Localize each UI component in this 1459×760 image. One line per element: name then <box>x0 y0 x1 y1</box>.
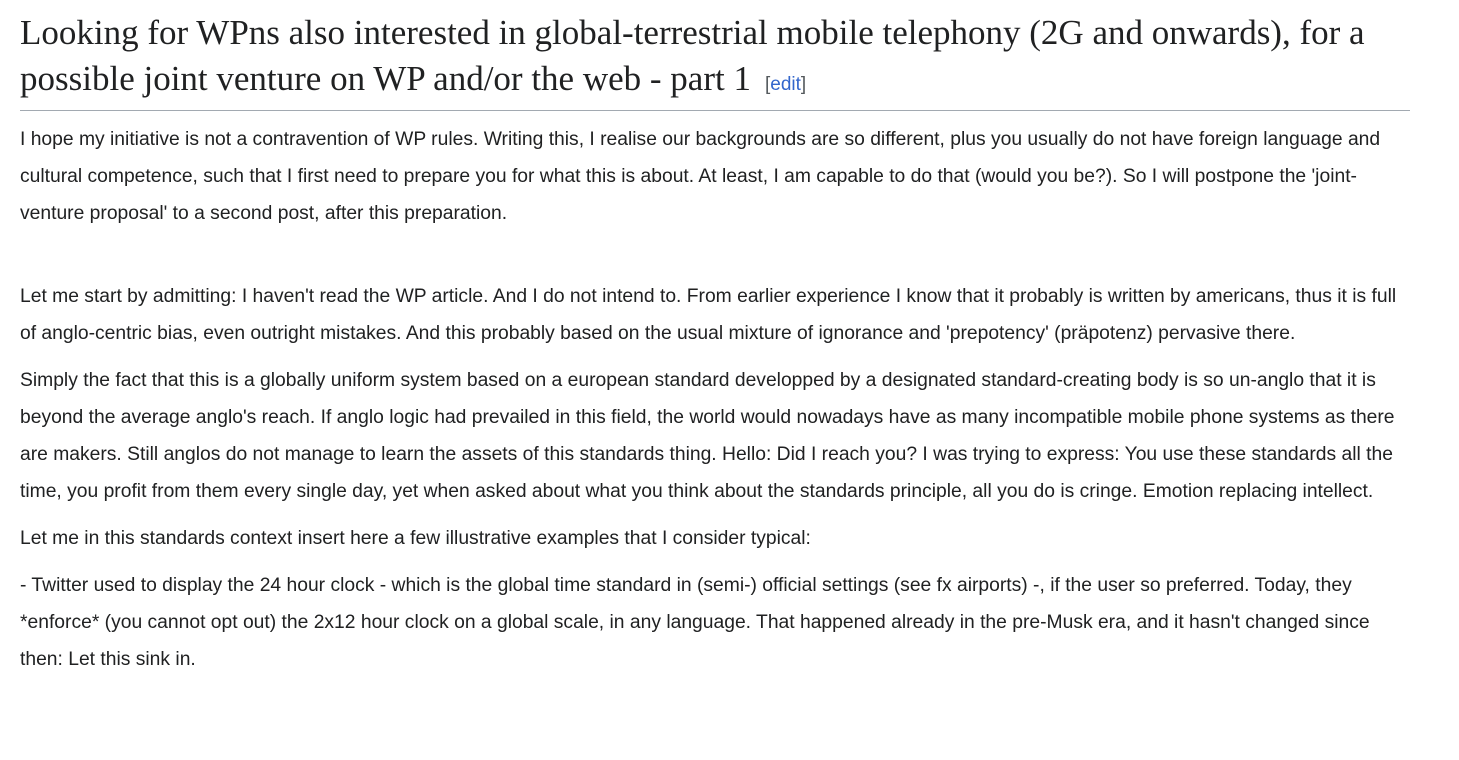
paragraph-standards: Simply the fact that this is a globally uniform system based on a european standard developped by a designated standard-creating body is so un-anglo that it is beyond the average anglo's reach. If anglo logic had prevailed in this field, the world would nowadays have as many incompatible mobile phone systems as there are makers. Still anglos do not manage to learn the assets of this standards thing. Hello: Did I reach you? I was trying to express: You use these standards all the time, you profit from them every single day, yet when asked about what you think about the standards principle, all you do is cringe. Emotion replacing intellect. <box>20 370 1395 502</box>
section-heading <box>20 10 1410 111</box>
edit-section-link-wrapper <box>765 74 806 95</box>
edit-bracket-close: ] <box>800 74 807 95</box>
paragraph-admission: Let me start by admitting: I haven't read the WP article. And I do not intend to. From earlier experience I know that it probably is written by americans, thus it is full of anglo-centric bias, even outright mistakes. And this probably based on the usual mixture of ignorance and 'prepotency' (präpotenz) pervasive there. <box>20 286 1397 344</box>
edit-bracket-open: [ <box>764 74 771 95</box>
edit-section-link[interactable]: edit <box>770 74 801 95</box>
article-content <box>20 10 1410 678</box>
section-heading-text: Looking for WPns also interested in global-terrestrial mobile telephony (2G and onwards), for a possible joint venture on WP and/or the web - part 1 <box>20 13 1365 98</box>
paragraph-twitter-example: - Twitter used to display the 24 hour clock - which is the global time standard in (semi-) official settings (see fx airports) -, if the user so preferred. Today, they *enforce* (you cannot opt out) the 2x12 hour clock on a global scale, in any language. That happened already in the pre-Musk era, and it hasn't changed since then: Let this sink in. <box>20 575 1370 670</box>
paragraph-examples-intro: Let me in this standards context insert here a few illustrative examples that I consider typical: <box>20 528 811 549</box>
paragraph-intro: I hope my initiative is not a contravention of WP rules. Writing this, I realise our backgrounds are so different, plus you usually do not have foreign language and cultural competence, such that I first need to prepare you for what this is about. At least, I am capable to do that (would you be?). So I will postpone the 'joint-venture proposal' to a second post, after this preparation. <box>20 129 1381 224</box>
